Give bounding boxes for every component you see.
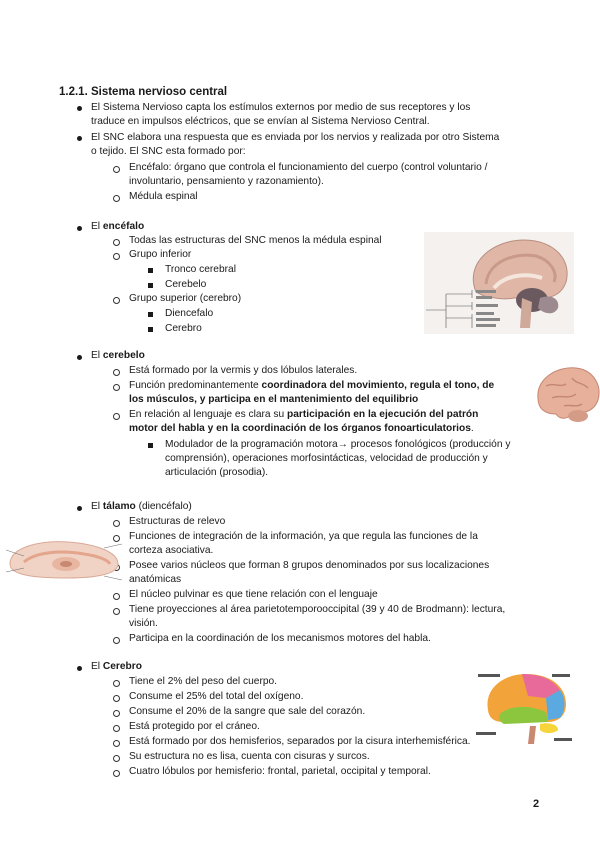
list-item: Todas las estructuras del SNC menos la médula espinal — [129, 235, 382, 246]
hollow-bullet-icon — [113, 297, 120, 304]
hollow-bullet-icon — [113, 770, 120, 777]
list-item: Tiene el 2% del peso del cuerpo. — [129, 676, 278, 687]
list-item: involuntario, pensamiento y razonamiento). — [129, 176, 324, 187]
bullet-icon — [77, 506, 82, 511]
hollow-bullet-icon — [113, 725, 120, 732]
paragraph-line: El SNC elabora una respuesta que es enviada por los nervios y realizada por otro Sistema — [91, 132, 500, 143]
list-item: Estructuras de relevo — [129, 516, 226, 527]
hollow-bullet-icon — [113, 195, 120, 202]
hollow-bullet-icon — [113, 520, 120, 527]
hollow-bullet-icon — [113, 593, 120, 600]
list-item: visión. — [129, 618, 158, 629]
list-item: Consume el 25% del total del oxígeno. — [129, 691, 304, 702]
hollow-bullet-icon — [113, 755, 120, 762]
list-item: Grupo superior (cerebro) — [129, 293, 242, 304]
hollow-bullet-icon — [113, 637, 120, 644]
section-label: El encéfalo — [91, 221, 145, 232]
list-item: Médula espinal — [129, 191, 198, 202]
page-number: 2 — [533, 798, 540, 810]
list-item: Diencefalo — [165, 308, 214, 319]
hollow-bullet-icon — [113, 695, 120, 702]
list-item: Consume el 20% de la sangre que sale del corazón. — [129, 706, 366, 717]
bullet-icon — [77, 136, 82, 141]
list-item: Cerebelo — [165, 279, 207, 290]
list-item: comprensión), operaciones morfosintácticas, velocidad de producción y — [165, 453, 488, 464]
list-item: Está protegido por el cráneo. — [129, 721, 260, 732]
thalamus-image — [4, 536, 124, 584]
list-item: anatómicas — [129, 574, 182, 585]
list-item: Su estructura no es lisa, cuenta con cisuras y surcos. — [129, 751, 370, 762]
hollow-bullet-icon — [113, 253, 120, 260]
list-item: corteza asociativa. — [129, 545, 214, 556]
hollow-bullet-icon — [113, 608, 120, 615]
list-item: motor del habla y en la coordinación de los órganos fonoarticulatorios. — [129, 423, 474, 434]
list-item: los músculos, y participa en el mantenimiento del equilibrio — [129, 394, 419, 405]
brain-lateral-image — [534, 364, 600, 430]
hollow-bullet-icon — [113, 413, 120, 420]
bullet-icon — [77, 355, 82, 360]
hollow-bullet-icon — [113, 369, 120, 376]
square-bullet-icon — [148, 283, 153, 288]
square-bullet-icon — [148, 268, 153, 273]
section-label: El tálamo (diencéfalo) — [91, 501, 192, 512]
list-item: Está formado por la vermis y dos lóbulos laterales. — [129, 365, 358, 376]
list-item: Posee varios núcleos que forman 8 grupos denominados por sus localizaciones — [129, 560, 490, 571]
paragraph-line: o tejido. El SNC esta formado por: — [91, 146, 246, 157]
list-item: El núcleo pulvinar es que tiene relación con el lenguaje — [129, 589, 378, 600]
hollow-bullet-icon — [113, 710, 120, 717]
list-item: Cuatro lóbulos por hemisferio: frontal, parietal, occipital y temporal. — [129, 766, 431, 777]
hollow-bullet-icon — [113, 239, 120, 246]
list-item: Cerebro — [165, 323, 202, 334]
square-bullet-icon — [148, 327, 153, 332]
brain-lobes-image — [474, 668, 576, 746]
brain-sagittal-image — [424, 232, 574, 334]
bullet-icon — [77, 226, 82, 231]
square-bullet-icon — [148, 312, 153, 317]
section-label: El cerebelo — [91, 350, 145, 361]
bullet-icon — [77, 666, 82, 671]
square-bullet-icon — [148, 443, 153, 448]
list-item: Modulador de la programación motora→ procesos fonológicos (producción y — [165, 439, 511, 450]
hollow-bullet-icon — [113, 680, 120, 687]
bullet-icon — [77, 106, 82, 111]
paragraph-line: El Sistema Nervioso capta los estímulos externos por medio de sus receptores y los — [91, 102, 471, 113]
hollow-bullet-icon — [113, 166, 120, 173]
list-item: Participa en la coordinación de los mecanismos motores del habla. — [129, 633, 431, 644]
hollow-bullet-icon — [113, 384, 120, 391]
list-item: En relación al lenguaje es clara su participación en la ejecución del patrón — [129, 409, 479, 420]
list-item: Tronco cerebral — [165, 264, 236, 275]
section-heading: 1.2.1. Sistema nervioso central — [59, 86, 228, 98]
list-item: Función predominantemente coordinadora del movimiento, regula el tono, de — [129, 380, 495, 391]
section-label: El Cerebro — [91, 661, 142, 672]
list-item: Funciones de integración de la información, ya que regula las funciones de la — [129, 531, 478, 542]
list-item: articulación (prosodia). — [165, 467, 269, 478]
list-item: Encéfalo: órgano que controla el funcionamiento del cuerpo (control voluntario / — [129, 162, 488, 173]
list-item: Está formado por dos hemisferios, separados por la cisura interhemisférica. — [129, 736, 471, 747]
list-item: Tiene proyecciones al área parietotemporooccipital (39 y 40 de Brodmann): lectura, — [129, 604, 506, 615]
hollow-bullet-icon — [113, 740, 120, 747]
list-item: Grupo inferior — [129, 249, 192, 260]
paragraph-line: traduce en impulsos eléctricos, que se envían al Sistema Nervioso Central. — [91, 116, 430, 127]
